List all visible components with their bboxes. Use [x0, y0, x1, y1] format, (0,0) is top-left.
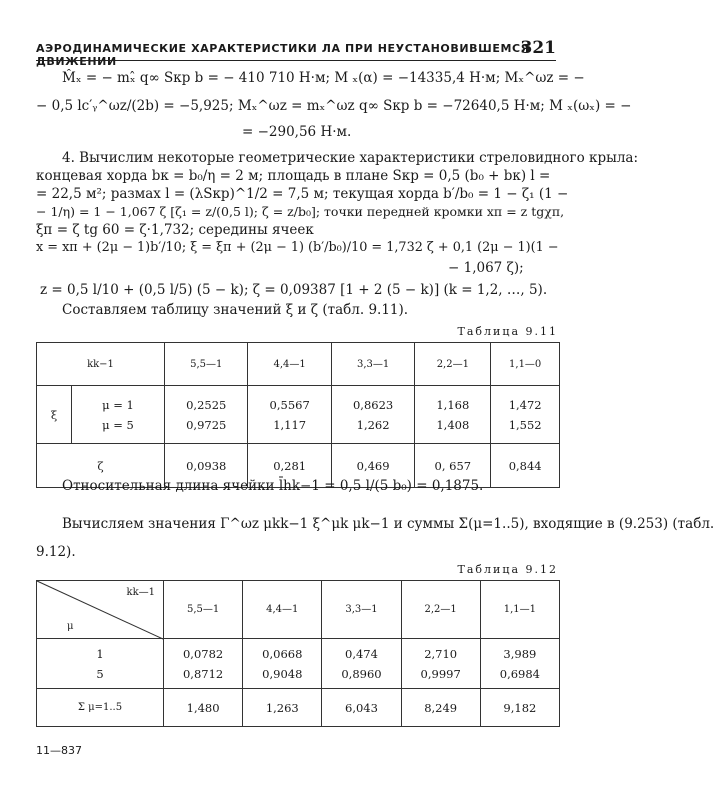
- table-cell: [480, 639, 559, 689]
- xi-bottom-value: 1,552: [508, 417, 542, 432]
- table-cell: [322, 639, 401, 689]
- para4-line-8: z = 0,5 l/10 + (0,5 l/5) (5 − k); ζ = 0,09387 [1 + 2 (5 − k)] (k = 1,2, …, 5).: [40, 282, 548, 298]
- header-rule: [36, 60, 556, 61]
- relative-length-line: Относительная длина ячейки l̄hk−1 = 0,5 l/(5 b₀) = 0,1875.: [62, 478, 484, 494]
- para4-line-9: Составляем таблицу значений ξ и ζ (табл. 9.11).: [62, 302, 409, 318]
- top-value: 0,0782: [182, 646, 224, 661]
- column-header: 5,5—1: [165, 343, 248, 386]
- para4-line-2: концевая хорда bк = b₀/η = 2 м; площадь в плане Sкр = 0,5 (b₀ + bк) l =: [36, 168, 551, 184]
- table-row: [37, 581, 560, 639]
- signature-mark: 11—837: [36, 744, 82, 757]
- table-cell: 0,844: [491, 444, 560, 488]
- mu-bottom-label: μ = 5: [102, 417, 134, 432]
- xi-top-value: 0,2525: [186, 397, 227, 412]
- table-cell: 9,182: [480, 689, 559, 727]
- table-corner-cell: [37, 581, 164, 639]
- mu-range-cell: [37, 639, 164, 689]
- column-header: 3,3—1: [331, 343, 414, 386]
- table-9-12-caption: Таблица 9.12: [457, 563, 558, 576]
- table-corner-cell: kk−1: [37, 343, 165, 386]
- zeta-row-label: ζ: [37, 444, 165, 488]
- top-value: 2,710: [424, 646, 458, 661]
- table-cell: [165, 386, 248, 444]
- top-value: 0,0668: [262, 646, 303, 661]
- xi-top-value: 1,472: [508, 397, 542, 412]
- column-header: 4,4—1: [248, 343, 331, 386]
- table-cell: [164, 639, 243, 689]
- compute-line-2: 9.12).: [36, 544, 76, 560]
- table-row: [37, 689, 560, 727]
- table-cell: 0, 657: [415, 444, 491, 488]
- table-row: [37, 639, 560, 689]
- xi-bottom-value: 1,117: [273, 417, 307, 432]
- compute-line-1: Вычисляем значения Γ^ωz μkk−1 ξ^μk μk−1 и суммы Σ(μ=1..5), входящие в (9.253) (табл.: [62, 516, 714, 532]
- xi-bottom-value: 1,408: [436, 417, 470, 432]
- table-cell: 6,043: [322, 689, 401, 727]
- table-9-12: [36, 580, 560, 727]
- mu-top-label: μ = 1: [102, 397, 134, 412]
- table-cell: [401, 639, 480, 689]
- mu-bottom-label: 5: [96, 666, 104, 681]
- corner-bottom-label: μ: [67, 621, 74, 632]
- top-value: 0,474: [345, 646, 378, 661]
- column-header: 3,3—1: [322, 581, 401, 639]
- table-cell: [415, 386, 491, 444]
- column-header: 4,4—1: [243, 581, 322, 639]
- mu-range-cell: [72, 386, 165, 444]
- bottom-value: 0,6984: [499, 666, 540, 681]
- table-cell: 0,469: [331, 444, 414, 488]
- corner-top-label: kk—1: [126, 587, 155, 598]
- column-header: 2,2—1: [401, 581, 480, 639]
- para4-line-4: − 1/η) = 1 − 1,067 ζ [ζ₁ = z/(0,5 l); ζ = z/b₀]; точки передней кромки xп = z tgχп,: [36, 204, 565, 219]
- xi-top-value: 0,8623: [352, 397, 394, 412]
- bottom-value: 0,9997: [420, 666, 461, 681]
- para4-line-6: x = xп + (2μ − 1)b′/10; ξ = ξп + (2μ − 1) (b′/b₀)/10 = 1,732 ζ + 0,1 (2μ − 1)(1 −: [36, 240, 559, 255]
- header-title: АЭРОДИНАМИЧЕСКИЕ ХАРАКТЕРИСТИКИ ЛА ПРИ НЕУСТАНОВИВШЕМСЯ ДВИЖЕНИИ: [36, 42, 530, 68]
- bottom-value: 0,8712: [182, 666, 224, 681]
- xi-row-label: ξ: [37, 386, 72, 444]
- top-value: 3,989: [503, 646, 537, 661]
- para4-line-7: − 1,067 ζ);: [448, 260, 524, 276]
- para4-line-5: ξп = ζ tg 60 = ζ·1,732; середины ячеек: [36, 222, 314, 238]
- table-cell: [243, 639, 322, 689]
- column-header: 2,2—1: [415, 343, 491, 386]
- column-header: 1,1—0: [491, 343, 560, 386]
- formula-line-3: = −290,56 Н·м.: [242, 124, 352, 140]
- table-cell: [491, 386, 560, 444]
- table-9-11: [36, 342, 560, 488]
- table-row: [37, 343, 560, 386]
- xi-bottom-value: 1,262: [356, 417, 390, 432]
- xi-top-value: 0,5567: [269, 397, 310, 412]
- column-header: 1,1—1: [480, 581, 559, 639]
- bottom-value: 0,9048: [262, 666, 303, 681]
- xi-bottom-value: 0,9725: [186, 417, 227, 432]
- table-cell: [331, 386, 414, 444]
- column-header: 5,5—1: [164, 581, 243, 639]
- formula-line-2: − 0,5 lc′ᵧ^ωz/(2b) = −5,925; Mₓ^ωz = mₓ^ωz q∞ Sкр b = −72640,5 Н·м; M ₓ(ωₓ) = −: [36, 98, 632, 114]
- page-number: 321: [520, 38, 556, 58]
- running-header: [36, 38, 556, 68]
- xi-top-value: 1,168: [436, 397, 470, 412]
- mu-top-label: 1: [96, 646, 104, 661]
- table-row: [37, 386, 560, 444]
- sum-row-label: Σ μ=1..5: [37, 689, 164, 727]
- table-cell: 0,0938: [165, 444, 248, 488]
- bottom-value: 0,8960: [341, 666, 382, 681]
- table-cell: 1,480: [164, 689, 243, 727]
- table-cell: 1,263: [243, 689, 322, 727]
- formula-line-1: M̂ₓ = − mₓ̂ q∞ Sкр b = − 410 710 Н·м; M ₓ(α) = −14335,4 Н·м; Mₓ^ωz = −: [62, 70, 585, 86]
- para4-line-1: 4. Вычислим некоторые геометрические характеристики стреловидного крыла:: [62, 150, 639, 166]
- table-cell: 0,281: [248, 444, 331, 488]
- table-cell: [248, 386, 331, 444]
- table-9-11-caption: Таблица 9.11: [457, 325, 558, 338]
- para4-line-3: = 22,5 м²; размах l = (λSкр)^1/2 = 7,5 м; текущая хорда b′/b₀ = 1 − ζ₁ (1 −: [36, 186, 569, 202]
- table-cell: 8,249: [401, 689, 480, 727]
